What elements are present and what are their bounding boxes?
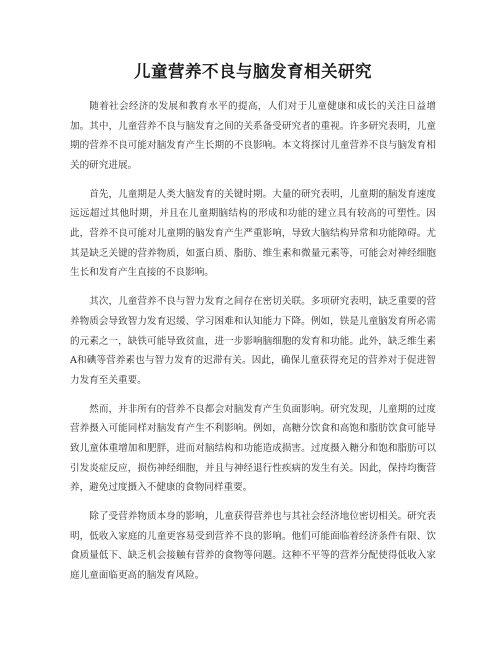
paragraph-5: 除了受营养物质本身的影响，儿童获得营养也与其社会经济地位密切相关。研究表明，低收入家庭的儿童更容易受到营养不良的影响。他们可能面临着经济条件有限、饮食质量低下、缺乏机会接触有营养的食物等问题。这种不平等的营养分配使得低收入家庭儿童面临更高的脑发育风险。 <box>70 511 436 582</box>
document-title: 儿童营养不良与脑发育相关研究 <box>134 62 372 81</box>
paragraph-4: 然而，并非所有的营养不良都会对脑发育产生负面影响。研究发现，儿童期的过度营养摄入可能同样对脑发育产生不利影响。例如，高糖分饮食和高饱和脂肪饮食可能导致儿童体重增加和肥胖，进而对脑结构和功能造成损害。过度摄入糖分和饱和脂肪可以引发炎症反应，损伤神经细胞，并且与神经退行性疾病的发生有关。因此，保持均衡营养，避免过度摄入不健康的食物同样重要。 <box>70 403 436 494</box>
paragraph-2: 首先，儿童期是人类大脑发育的关键时期。大量的研究表明，儿童期的脑发育速度远远超过其他时期，并且在儿童期脑结构的形成和功能的建立具有较高的可塑性。因此，营养不良可能对儿童期的脑发育产生严重影响，导致大脑结构异常和功能障碍。尤其是缺乏关键的营养物质，如蛋白质、脂肪、维生素和微量元素等，可能会对神经细胞生长和发育产生直接的不良影响。 <box>70 188 436 279</box>
paragraph-3: 其次，儿童营养不良与智力发育之间存在密切关联。多项研究表明，缺乏重要的营养物质会导致智力发育迟缓、学习困难和认知能力下降。例如，铁是儿童脑发育所必需的元素之一，缺铁可能导致贫血，进一步影响脑细胞的发育和功能。此外，缺乏维生素A和碘等营养素也与智力发育的迟滞有关。因此，确保儿童获得充足的营养对于促进智力发育至关重要。 <box>70 296 436 386</box>
paragraph-1: 随着社会经济的发展和教育水平的提高，人们对于儿童健康和成长的关注日益增加。其中，儿童营养不良与脑发育之间的关系备受研究者的重视。许多研究表明，儿童期的营养不良可能对脑发育产生长期的不良影响。本文将探讨儿童营养不良与脑发育相关的研究进展。 <box>70 101 436 171</box>
document-body <box>70 97 436 586</box>
